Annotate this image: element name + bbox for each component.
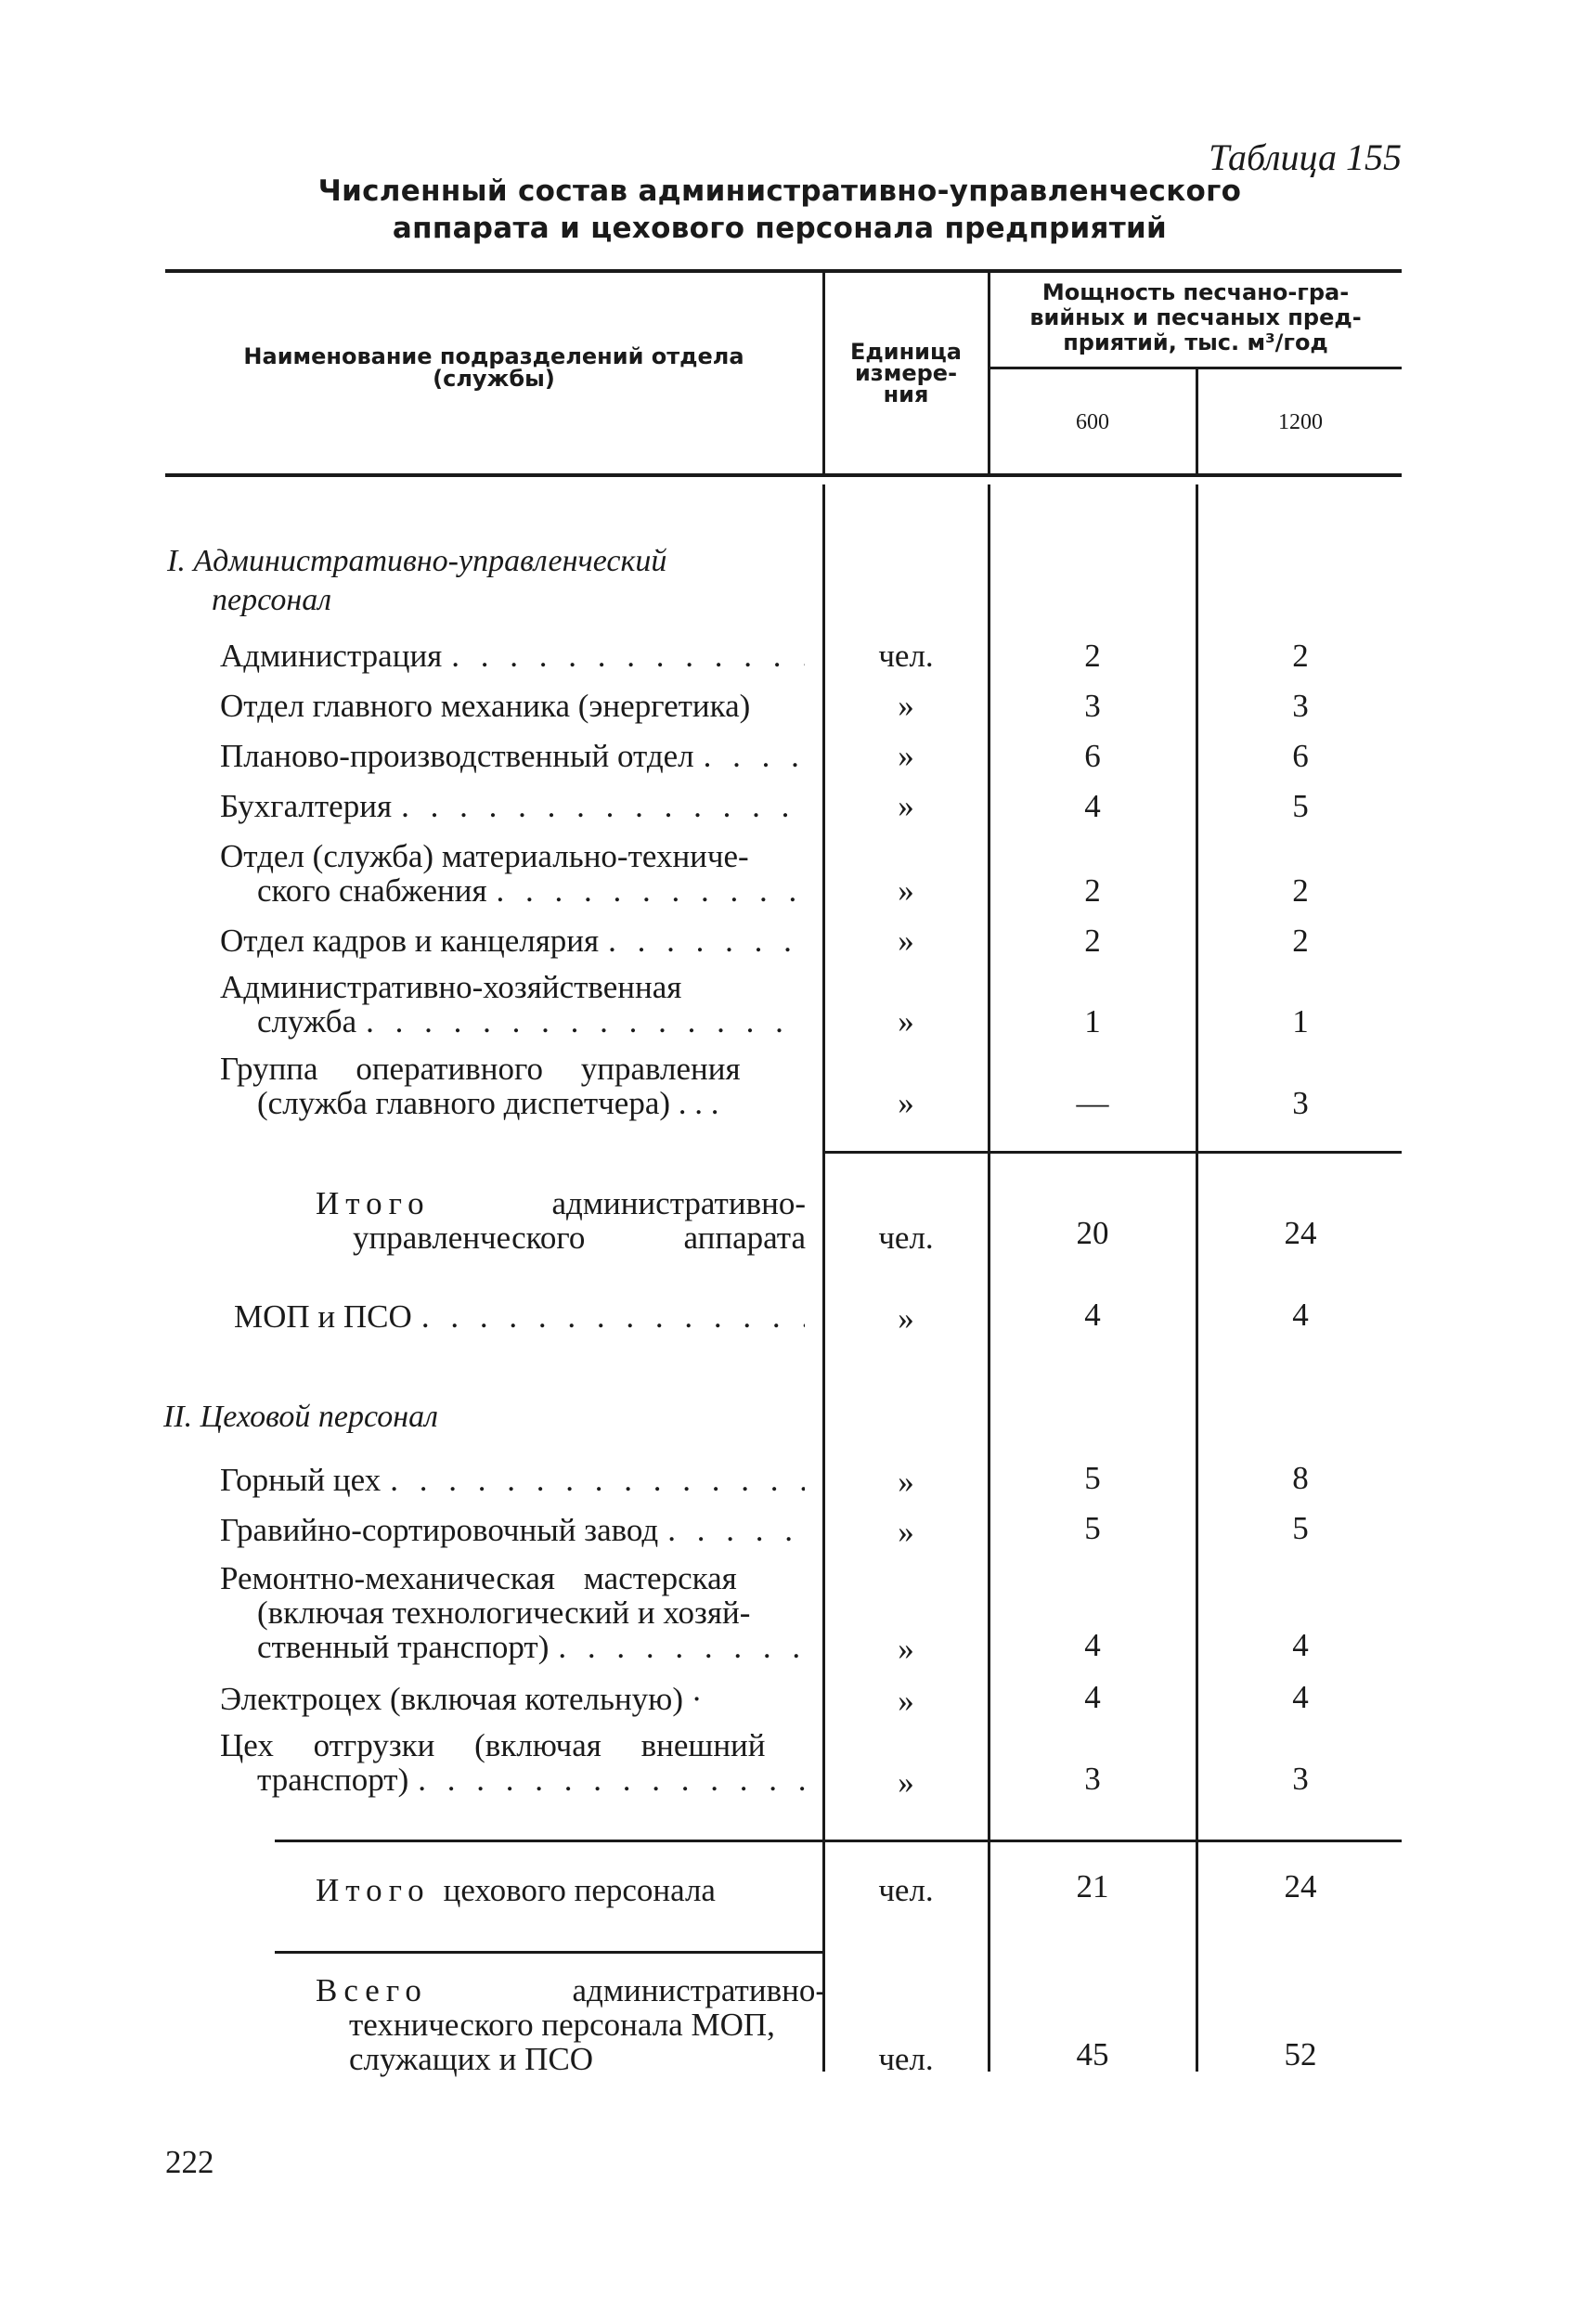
unit-cell: чел. (878, 2041, 934, 2077)
value-1200: 5 (1292, 1510, 1309, 1546)
unit-cell: » (898, 1003, 914, 1039)
unit-cell: » (898, 788, 914, 824)
grand-total-rule (275, 1951, 824, 1954)
value-600: 45 (1076, 2036, 1109, 2072)
value-600: — (1076, 1085, 1109, 1121)
table-title: Численный состав административно-управленческого аппарата и цехового персонала предприятий (317, 174, 1242, 245)
value-1200: 2 (1292, 638, 1309, 674)
total-shop-row: Итого цехового персонала (316, 1872, 716, 1908)
header-unit-col: Единица измере- ния (850, 339, 962, 407)
unit-cell: » (898, 872, 914, 909)
table-row: Ремонтно-механическая мастерская (включая технологический и хозяй- ственный транспорт) . . . (220, 1561, 805, 1664)
table-row: Электроцех (включая котельную) · (220, 1681, 703, 1717)
value-1200: 3 (1292, 688, 1309, 724)
header-capacity-1200: 1200 (1278, 410, 1323, 434)
value-600: 2 (1084, 638, 1101, 674)
value-1200: 4 (1292, 1297, 1309, 1333)
value-1200: 2 (1292, 923, 1309, 959)
unit-cell: » (898, 738, 914, 774)
unit-cell: чел. (878, 638, 934, 674)
table-row: Отдел главного механика (энергетика) (220, 688, 751, 724)
value-600: 4 (1084, 788, 1101, 824)
value-1200: 4 (1292, 1679, 1309, 1715)
header-capacity-600: 600 (1076, 410, 1109, 434)
total-1-rule (824, 1151, 1402, 1154)
unit-cell: » (898, 1764, 914, 1801)
unit-cell: » (898, 1631, 914, 1667)
table-number: Таблица 155 (1209, 136, 1402, 178)
unit-cell: » (898, 1085, 914, 1121)
unit-cell: » (898, 923, 914, 959)
table-row: Гравийно-сортировочный завод . . . (220, 1513, 805, 1547)
table-row: Цех отгрузки (включая внешний транспорт) . . . (220, 1728, 805, 1797)
value-600: 5 (1084, 1460, 1101, 1496)
unit-cell: » (898, 1683, 914, 1719)
page-number: 222 (165, 2144, 214, 2180)
header-name-col: Наименование подразделений отдела (службы) (243, 343, 744, 392)
grand-total-row: Всего административно- технического персонала МОП, служащих и ПСО (316, 1972, 826, 2077)
table-row: Горный цех . . . (220, 1463, 805, 1497)
unit-cell: » (898, 1464, 914, 1500)
unit-cell: чел. (878, 1872, 934, 1908)
value-600: 2 (1084, 923, 1101, 959)
table-row: Группа оперативного управления (служба главного диспетчера) . . . (220, 1051, 741, 1121)
value-1200: 52 (1284, 2036, 1317, 2072)
total-admin-row: Итого административно- управленческого аппарата (316, 1185, 806, 1256)
value-600: 20 (1076, 1215, 1109, 1251)
value-600: 2 (1084, 872, 1101, 909)
table-row: Отдел (служба) материально-техниче- ского снабжения . . . (220, 839, 805, 908)
header-top-rule (165, 269, 1402, 273)
table-row: Административно-хозяйственная служба . . . (220, 970, 805, 1039)
value-1200: 24 (1284, 1215, 1317, 1251)
value-1200: 3 (1292, 1085, 1309, 1121)
table-row: Администрация . . . (220, 639, 805, 673)
unit-cell: » (898, 1514, 914, 1550)
value-1200: 1 (1292, 1003, 1309, 1039)
value-600: 1 (1084, 1003, 1101, 1039)
value-1200: 4 (1292, 1627, 1309, 1663)
value-600: 6 (1084, 738, 1101, 774)
unit-cell: » (898, 1300, 914, 1336)
value-600: 5 (1084, 1510, 1101, 1546)
value-600: 4 (1084, 1679, 1101, 1715)
value-600: 4 (1084, 1297, 1101, 1333)
total-2-rule (275, 1840, 1402, 1842)
value-1200: 3 (1292, 1761, 1309, 1797)
table-row: Планово-производственный отдел . . . (220, 739, 805, 773)
value-1200: 6 (1292, 738, 1309, 774)
table-row: Отдел кадров и канцелярия . . . (220, 923, 805, 958)
header-bottom-rule (165, 473, 1402, 477)
unit-cell: чел. (878, 1220, 934, 1256)
value-600: 21 (1076, 1868, 1109, 1904)
value-1200: 5 (1292, 788, 1309, 824)
section-2-heading: II. Цеховой персонал (163, 1400, 438, 1434)
mop-row: МОП и ПСО . . . (234, 1299, 805, 1334)
value-600: 3 (1084, 1761, 1101, 1797)
header-capacity: Мощность песчано-гра- вийных и песчаных пред- приятий, тыс. м³/год (1029, 279, 1362, 355)
value-1200: 24 (1284, 1868, 1317, 1904)
table-row: Бухгалтерия . . . (220, 789, 805, 823)
value-600: 3 (1084, 688, 1101, 724)
unit-cell: » (898, 688, 914, 724)
value-1200: 8 (1292, 1460, 1309, 1496)
value-1200: 2 (1292, 872, 1309, 909)
value-600: 4 (1084, 1627, 1101, 1663)
section-1-heading: I. Административно-управленческий персонал (167, 544, 667, 617)
